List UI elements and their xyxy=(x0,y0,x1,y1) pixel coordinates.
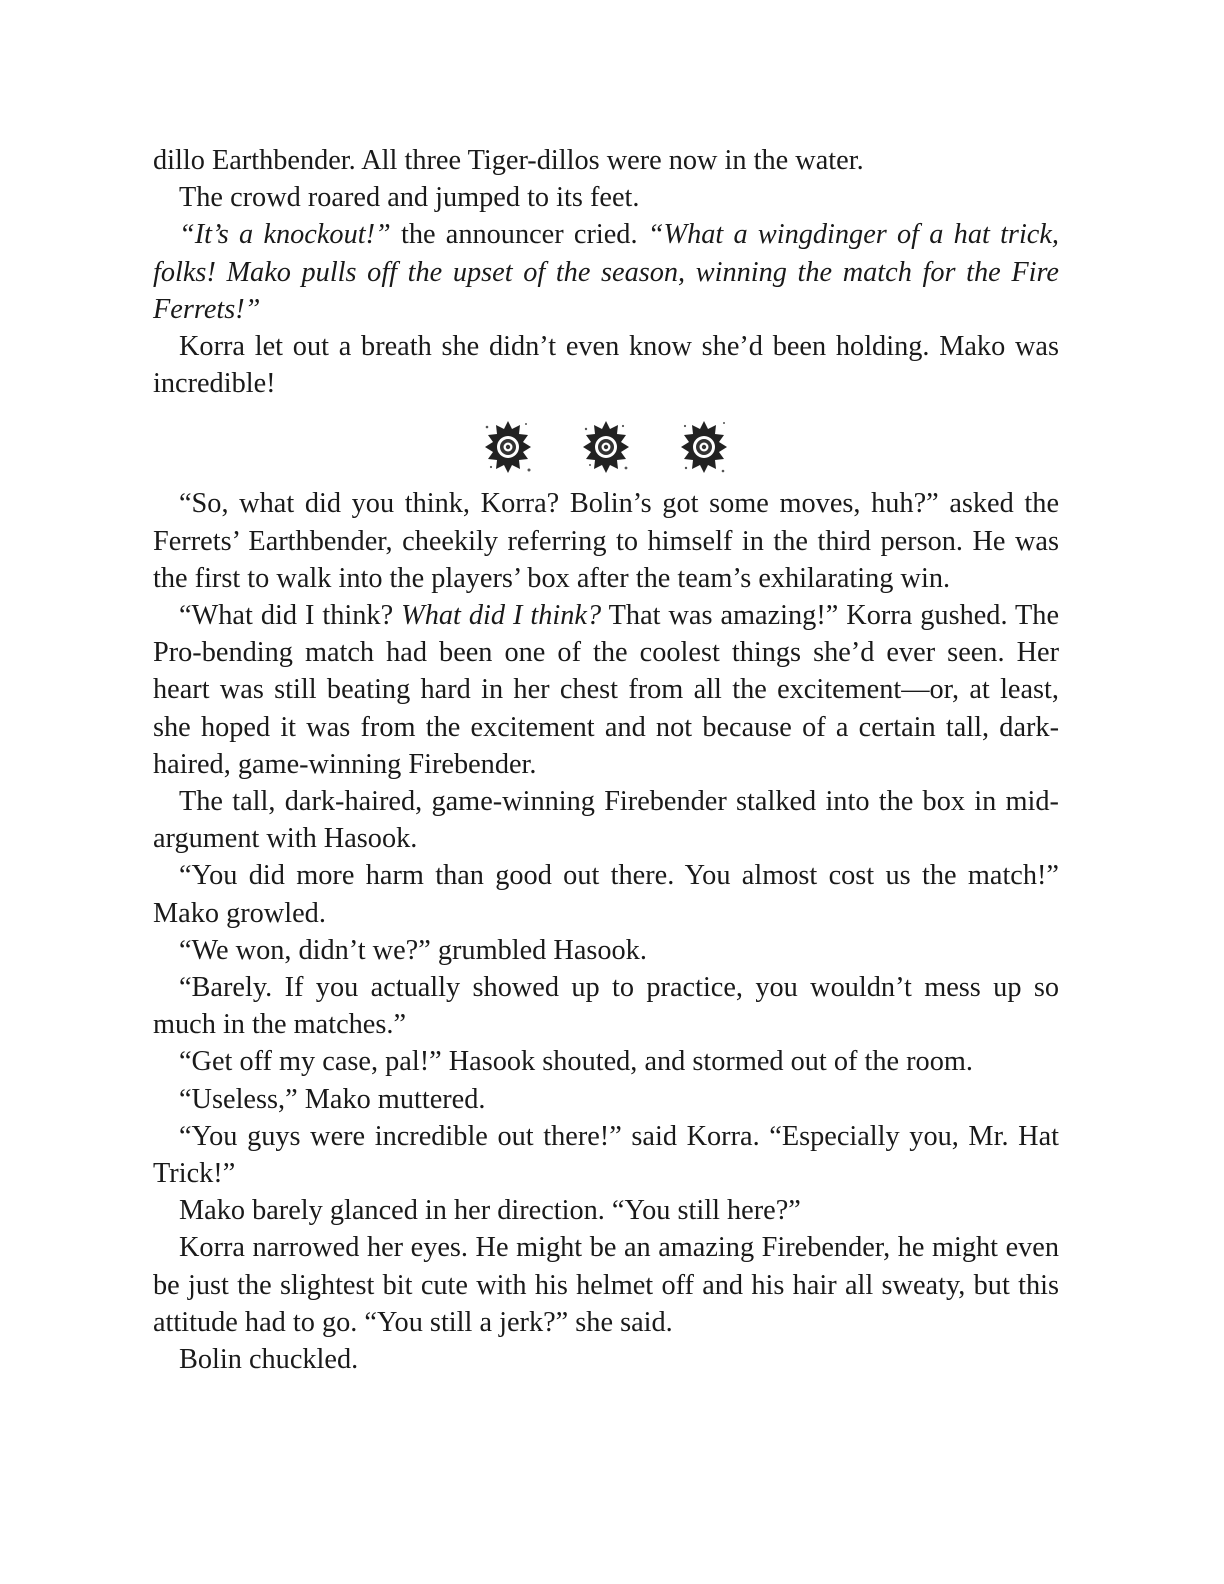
italic-quote: “What a wingdinger of a hat trick, folks! Mako pulls off the upset of the season, winning the match for the Fire Ferrets!” xyxy=(153,219,1059,325)
paragraph: “You did more harm than good out there. You almost cost us the match!” Mako growled. xyxy=(153,860,1059,929)
paragraph: “Get off my case, pal!” Hasook shouted, and stormed out of the room. xyxy=(179,1046,973,1078)
paragraph: Korra let out a breath she didn’t even know she’d been holding. Mako was incredible! xyxy=(153,331,1059,400)
section-break xyxy=(153,407,1059,487)
paragraph: The crowd roared and jumped to its feet. xyxy=(179,182,640,214)
fire-nation-ornament-icon xyxy=(479,415,537,479)
text-run: “What did I think? xyxy=(179,600,402,632)
paragraph: “We won, didn’t we?” grumbled Hasook. xyxy=(179,934,647,966)
italic-quote: “It’s a knockout!” xyxy=(179,219,391,251)
text-run: That was amazing!” Korra gushed. The Pro-bending match had been one of the coolest things she’d ever seen. Her heart was still beating hard in her chest from all the excitement—or, at least, she hoped it was from the excitement and not because of a certain tall, dark-haired, game-winning Firebender. xyxy=(153,600,1060,780)
paragraph: Korra narrowed her eyes. He might be an amazing Firebender, he might even be just the slightest bit cute with his helmet off and his hair all sweaty, but this attitude had to go. “You still a jerk?” she said. xyxy=(153,1232,1059,1338)
paragraph: Mako barely glanced in her direction. “You still here?” xyxy=(179,1195,801,1227)
italic-emphasis: What did I think? xyxy=(401,600,602,632)
fire-nation-ornament-icon xyxy=(675,415,733,479)
text-run: the announcer cried. xyxy=(390,219,648,251)
paragraph: “Barely. If you actually showed up to practice, you wouldn’t mess up so much in the matches.” xyxy=(153,972,1059,1041)
paragraph-continued: dillo Earthbender. All three Tiger-dillos were now in the water. xyxy=(153,145,864,176)
paragraph: “So, what did you think, Korra? Bolin’s got some moves, huh?” asked the Ferrets’ Earthbender, cheekily referring to himself in the third person. He was the first to walk into the players’ box after the team’s exhilarating win. xyxy=(153,488,1059,594)
paragraph-announcer xyxy=(153,216,1059,328)
fire-nation-ornament-icon xyxy=(577,415,635,479)
paragraph: Bolin chuckled. xyxy=(179,1344,359,1376)
paragraph: The tall, dark-haired, game-winning Firebender stalked into the box in mid-argument with Hasook. xyxy=(153,786,1059,855)
paragraph: “You guys were incredible out there!” said Korra. “Especially you, Mr. Hat Trick!” xyxy=(153,1120,1059,1190)
book-page xyxy=(153,142,1059,1378)
paragraph: “Useless,” Mako muttered. xyxy=(179,1083,486,1115)
paragraph-korra-gushed xyxy=(153,597,1059,783)
